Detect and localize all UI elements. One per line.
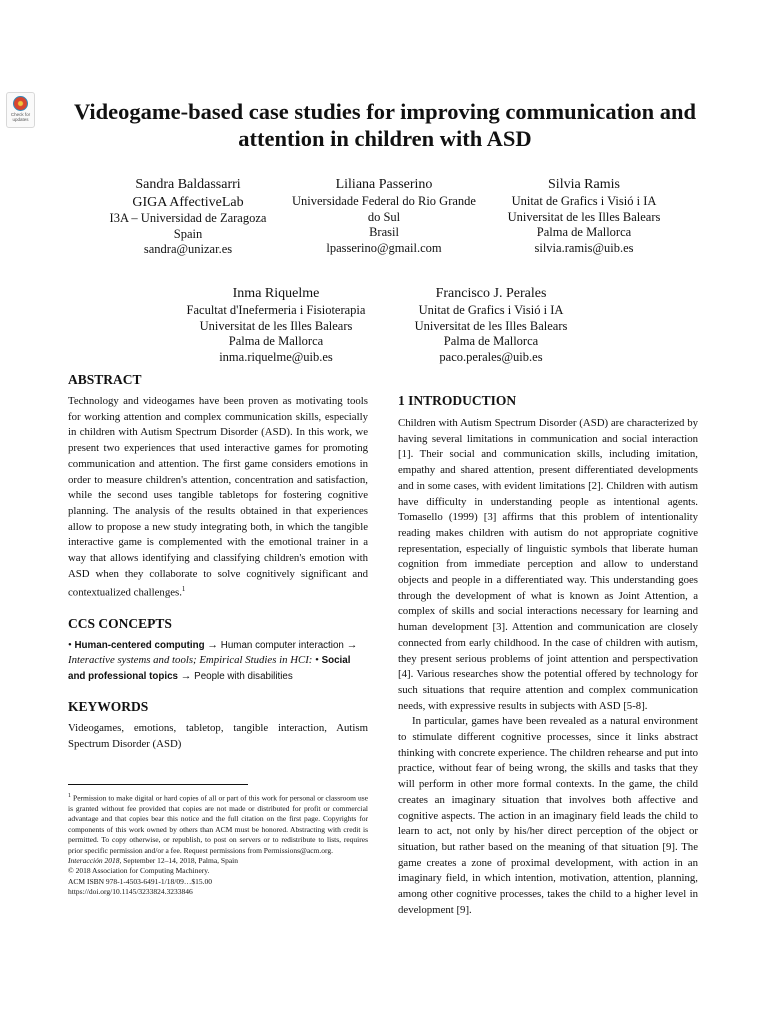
ccs-item-bold: Social and professional topics [68, 655, 351, 683]
author-block [176, 285, 376, 365]
badge-label: Check for updates [10, 112, 31, 122]
introduction-paragraph-2: In particular, games have been revealed as a natural environment to stimulate different cognitive processes, since it links abstract thinking with concrete experience. The children rehearse and put into practice, without fear of being wrong, the skills and tasks that they will perform in other more formal contexts. In the game, the child creates an imaginary situation that involves both affective and cognitive aspects. The action in an imaginary field leads the child to learn to act, not only by his/her direct perception of the object or situation, but rather based on the meaning of that situation [9]. The game creates a zone of proximal development, with action in an imaginary field, in which intention, motivation, attention, planning, among other cognitive processes, takes the child to a higher level in development [9]. [398, 715, 698, 916]
author-affiliation: I3A – Universidad de Zaragoza [109, 211, 267, 225]
arrow: → [207, 638, 219, 651]
keywords-text: Videogames, emotions, tabletop, tangible interaction, Autism Spectrum Disorder (ASD) [68, 721, 368, 750]
author-block [484, 176, 684, 256]
conference-name: Interacción 2018, [68, 855, 122, 865]
author-affiliation: Universitat de les Illes Balears [414, 318, 568, 333]
paper-title: Videogame-based case studies for improving communication and attention in children with ASD [73, 99, 697, 151]
arrow: → [180, 670, 192, 683]
author-city: Palma de Mallorca [536, 225, 632, 239]
author-email[interactable]: silvia.ramis@uib.es [534, 240, 634, 255]
author-block [391, 285, 591, 365]
check-for-updates-badge[interactable] [6, 92, 35, 128]
left-column [68, 372, 368, 752]
abstract-heading: ABSTRACT [68, 372, 142, 387]
introduction-heading: 1 INTRODUCTION [398, 393, 517, 408]
author-city: Palma de Mallorca [443, 334, 539, 348]
copyright-line: © 2018 Association for Computing Machinery. [68, 866, 210, 876]
author-email[interactable]: sandra@unizar.es [143, 242, 233, 256]
author-name: Silvia Ramis [548, 177, 620, 192]
footnote-mark: 1 [181, 585, 186, 594]
ccs-item: Human computer interaction [220, 639, 344, 651]
author-affiliation: Unitat de Grafics i Visió i IA [511, 194, 657, 208]
bullet: • [315, 654, 319, 667]
crossmark-icon [13, 96, 28, 111]
conference-line [68, 856, 368, 866]
abstract-body: Technology and videogames have been proven as motivating tools for working attention and complex communication skills, especially in children with Autism Spectrum Disorder (ASD). In this work, we present two experiences that used interactive games for promoting communication and attention. The first game considers emotions in order to measure children's attention, concentration and satisfaction, while the second uses tangible tabletops for fostering cognitive planning. The analysis of the results obtained in that experiences allow to propose a new study integrating both, in which the tangible interactive game is complemented with the emotional trainer in a way that allows identifying and classifying children's emotion with ASD when they collaborate to solve cognitively significant and contextualized challenges. [68, 395, 368, 600]
abstract-text [68, 394, 368, 602]
author-city: Palma de Mallorca [228, 334, 324, 348]
ccs-heading: CCS CONCEPTS [68, 615, 172, 631]
author-email[interactable]: lpasserino@gmail.com [326, 240, 442, 255]
author-email[interactable]: inma.riquelme@uib.es [219, 349, 333, 364]
author-affiliation: GIGA AffectiveLab [132, 195, 244, 210]
author-block [284, 176, 484, 256]
arrow: → [346, 638, 358, 651]
author-name: Inma Riquelme [232, 286, 320, 301]
bullet: • [68, 638, 72, 651]
ccs-sep: : [308, 654, 313, 667]
ccs-item: People with disabilities [194, 671, 293, 683]
author-affiliation: Unitat de Grafics i Visió i IA [418, 303, 564, 317]
author-name: Liliana Passerino [335, 177, 433, 192]
permission-text: Permission to make digital or hard copies of all or part of this work for personal or classroom use is granted without fee provided that copies are not made or distributed for profit or commercial advantage and that copies bear this notice and the full citation on the first page. Copyrights for components of this work owned by others than ACM must be honored. Abstracting with credit is permitted. To copy otherwise, or republish, to post on servers or to redistribute to lists, requires prior specific permission and/or a fee. Request permissions from Permissions@acm.org. [68, 793, 368, 855]
author-block [88, 176, 288, 258]
footnote-divider [68, 784, 248, 785]
ccs-item-italic: Interactive systems and tools; Empirical Studies in HCI [68, 654, 309, 667]
conference-details: September 12–14, 2018, Palma, Spain [123, 855, 238, 865]
author-affiliation: Universidade Federal do Rio Grande [292, 194, 476, 208]
right-column [398, 393, 698, 919]
author-affiliation: Universitat de les Illes Balears [199, 318, 353, 333]
author-country: Brasil [369, 225, 399, 239]
author-affiliation: do Sul [367, 209, 401, 224]
author-email[interactable]: paco.perales@uib.es [439, 349, 543, 364]
author-affiliation: Universitat de les Illes Balears [507, 209, 661, 224]
permission-notice [68, 791, 368, 856]
author-name: Francisco J. Perales [435, 286, 547, 301]
footnote-mark: 1 [68, 793, 71, 799]
doi-link[interactable]: https://doi.org/10.1145/3233824.3233846 [68, 887, 193, 897]
isbn-line: ACM ISBN 978-1-4503-6491-1/18/09…$15.00 [68, 876, 212, 886]
footnote [68, 791, 368, 898]
ccs-item-bold: Human-centered computing [74, 639, 205, 651]
author-name: Sandra Baldassarri [135, 177, 241, 192]
author-affiliation: Facultat d'Inefermeria i Fisioterapia [186, 303, 366, 317]
keywords-heading: KEYWORDS [68, 698, 149, 714]
ccs-concepts [68, 638, 368, 685]
author-country: Spain [173, 226, 203, 241]
introduction-paragraph-1: Children with Autism Spectrum Disorder (ASD) are characterized by having several limitations in communication and social interaction [1]. Their social and communication skills, including imitation, empathy and shared attention, present differentiated developments and in some cases, with evident limitations [2]. Children with autism have difficulty in understanding people as intentional agents. Tomasello (1999) [3] affirms that this problem of intentionality reading makes children with autism do not appropriate cognitive representation, especially of linguistic symbols that liberate human cognition from immediate perception and allow to understand objects and people in a differentiated way. This understanding goes through the development of what is known as Joint Attention, a complex of skills and social interactions necessary for learning and human development [3]. Attention and communication are closely connected from early childhood. In the case of children with autism, they present serious problems of joint attention and perspectivation [4]. Various researches show the potential offered by technology for such situations that require attention and complex communication needs, with expressive results in subjects with ASD [5-8]. [398, 417, 698, 712]
